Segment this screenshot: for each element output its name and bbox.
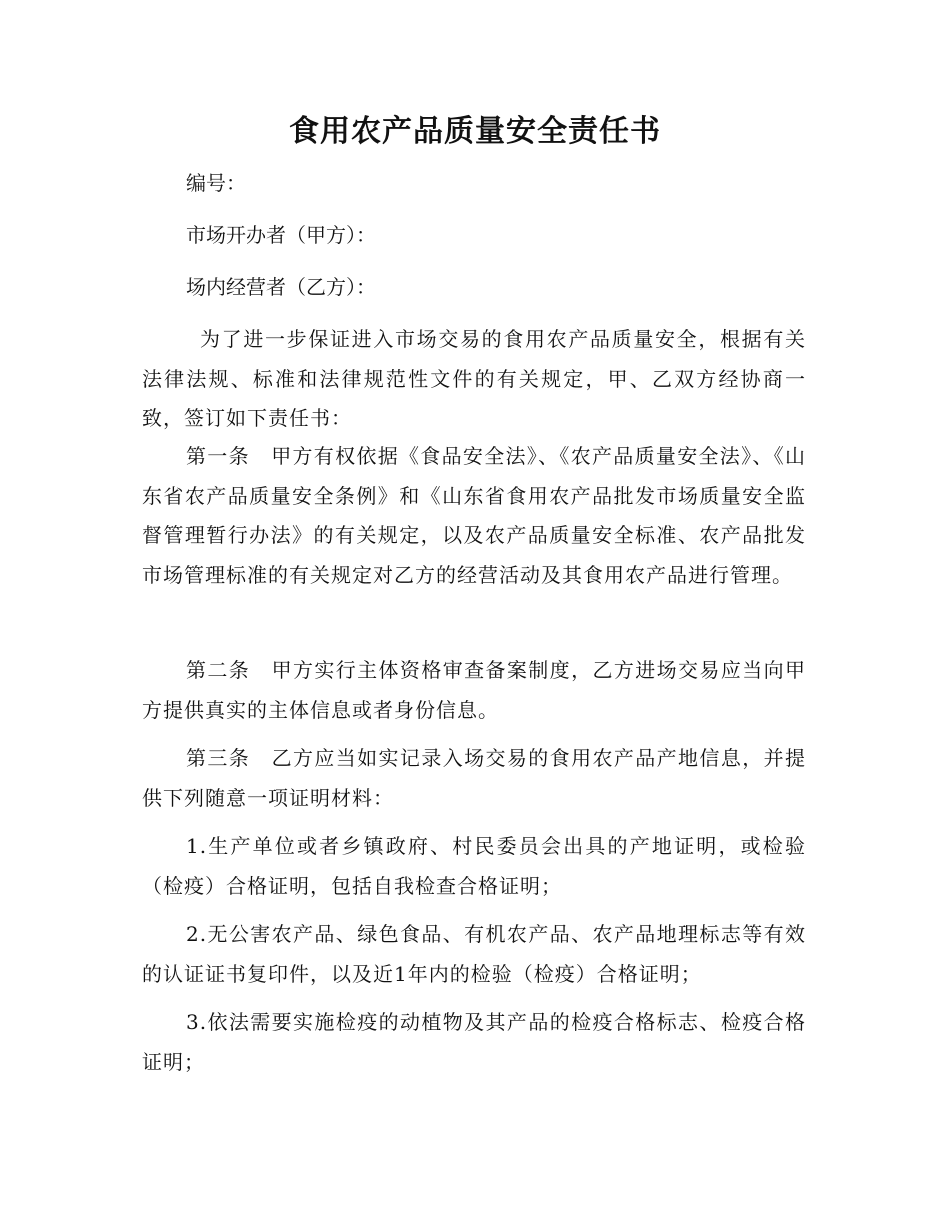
number-field-label: 编号： (186, 171, 246, 195)
list-item-2: 2.无公害农产品、绿色食品、有机农产品、农产品地理标志等有效的认证证书复印件，以及近1年内的检验（检疫）合格证明； (142, 922, 806, 986)
document-title: 食用农产品质量安全责任书 (289, 114, 661, 149)
list-item-1: 1.生产单位或者乡镇政府、村民委员会出具的产地证明，或检验（检疫）合格证明，包括自我检查合格证明； (142, 834, 806, 898)
article-3-paragraph: 第三条 乙方应当如实记录入场交易的食用农产品产地信息，并提供下列随意一项证明材料： (142, 746, 806, 810)
article-2-paragraph: 第二条 甲方实行主体资格审查备案制度，乙方进场交易应当向甲方提供真实的主体信息或者身份信息。 (142, 658, 806, 722)
party-b-field-label: 场内经营者（乙方）： (186, 275, 376, 299)
list-item-3: 3.依法需要实施检疫的动植物及其产品的检疫合格标志、检疫合格证明； (142, 1010, 806, 1074)
article-1-paragraph: 第一条 甲方有权依据《食品安全法》、《农产品质量安全法》、《山东省农产品质量安全条例》和《山东省食用农产品批发市场质量安全监督管理暂行办法》的有关规定，以及农产品质量安全标准、农产品批发市场管理标准的有关规定对乙方的经营活动及其食用农产品进行管理。 (142, 444, 806, 587)
intro-paragraph: 为了进一步保证进入市场交易的食用农产品质量安全，根据有关法律法规、标准和法律规范性文件的有关规定，甲、乙双方经协商一致，签订如下责任书： (142, 327, 806, 430)
party-a-field-label: 市场开办者（甲方）： (186, 223, 376, 247)
